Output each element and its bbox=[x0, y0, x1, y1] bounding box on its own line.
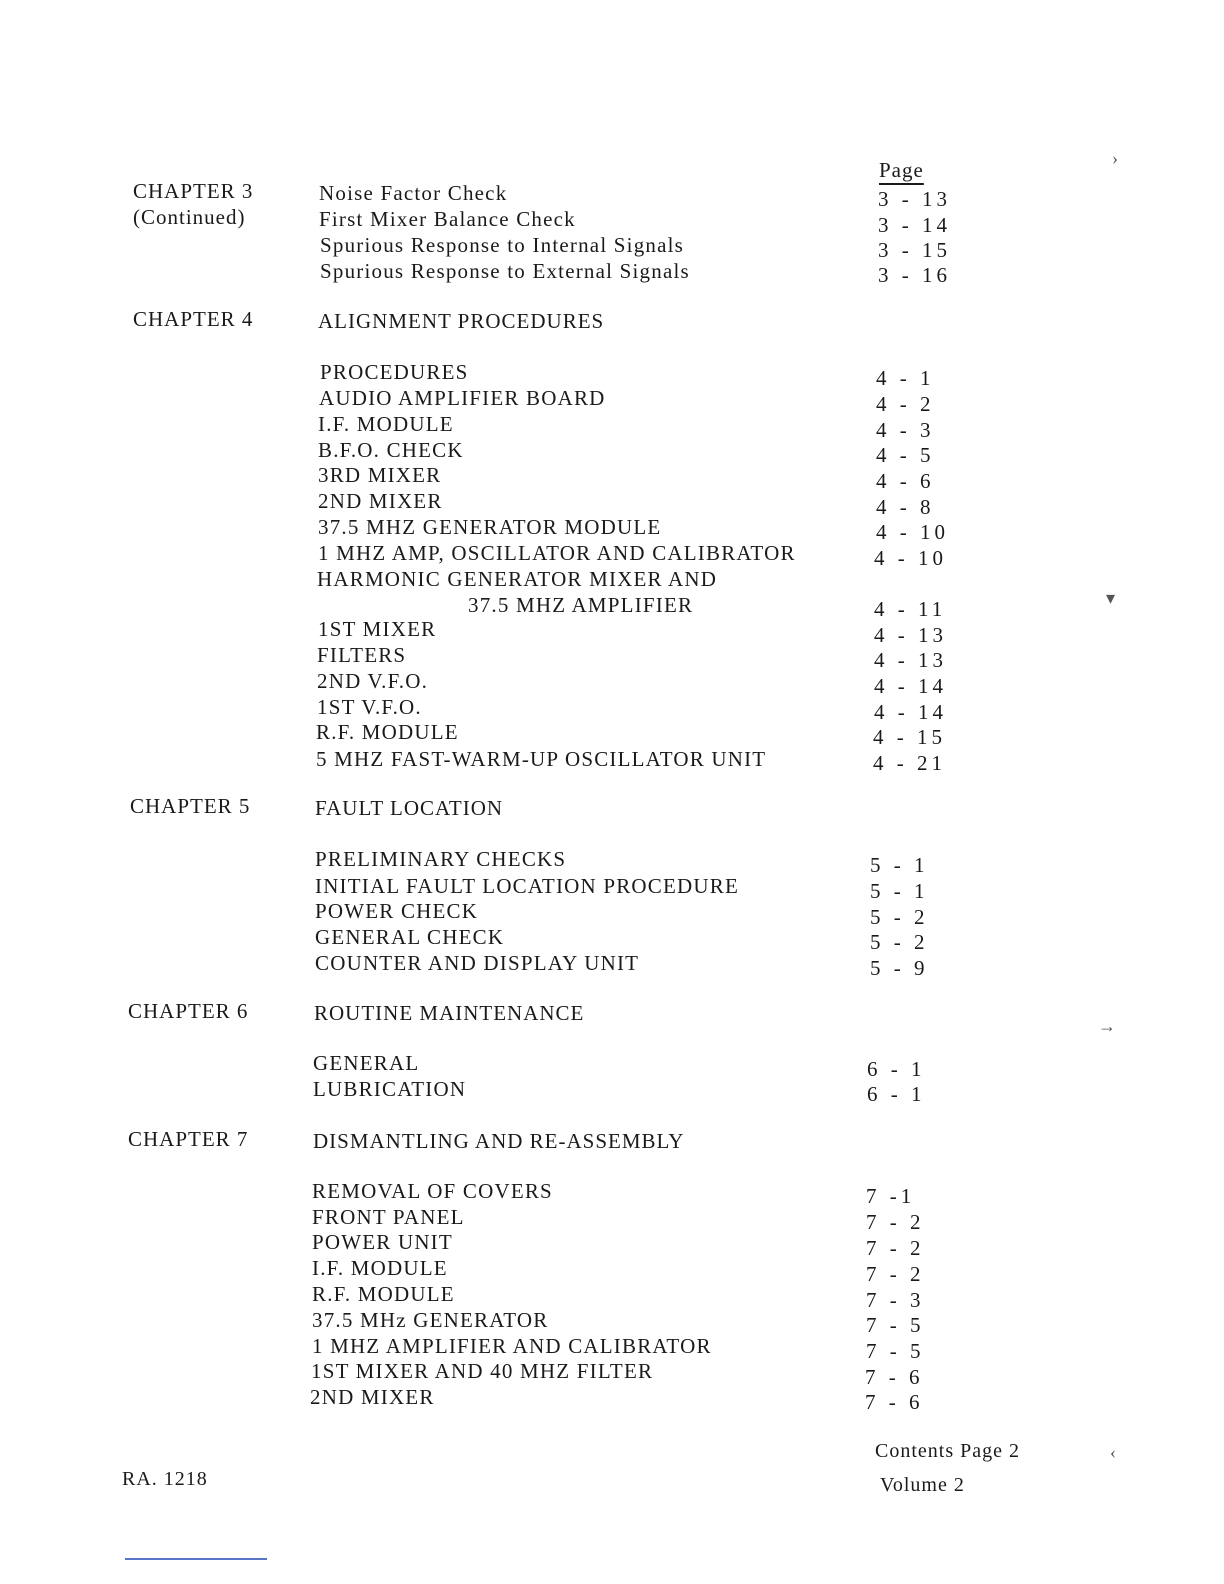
toc-page-number: 7 - 2 bbox=[866, 1210, 925, 1234]
toc-page-number: 7 - 2 bbox=[866, 1236, 925, 1260]
toc-entry: 2ND MIXER bbox=[318, 489, 443, 513]
toc-page-number: 4 - 10 bbox=[874, 546, 947, 570]
toc-page-number: 3 - 14 bbox=[878, 213, 951, 237]
scan-mark-icon: → bbox=[1098, 1016, 1116, 1036]
bottom-rule bbox=[125, 1558, 267, 1560]
toc-entry: 37.5 MHz GENERATOR bbox=[312, 1308, 549, 1332]
toc-entry: LUBRICATION bbox=[313, 1077, 467, 1101]
toc-entry: 1ST MIXER AND 40 MHZ FILTER bbox=[311, 1359, 654, 1383]
toc-entry: GENERAL bbox=[313, 1051, 420, 1075]
toc-page-number: 4 - 2 bbox=[876, 392, 935, 416]
toc-entry: 5 MHZ FAST-WARM-UP OSCILLATOR UNIT bbox=[316, 747, 767, 771]
toc-entry: AUDIO AMPLIFIER BOARD bbox=[319, 386, 606, 410]
toc-entry: R.F. MODULE bbox=[316, 720, 459, 744]
toc-entry: POWER CHECK bbox=[315, 899, 479, 923]
toc-entry: I.F. MODULE bbox=[318, 412, 454, 436]
toc-page-number: 3 - 15 bbox=[878, 238, 951, 262]
scan-mark-icon: ‹ bbox=[1110, 1442, 1116, 1462]
toc-entry: I.F. MODULE bbox=[312, 1256, 448, 1280]
toc-page-number: 3 - 16 bbox=[878, 263, 951, 287]
toc-entry: 37.5 MHZ GENERATOR MODULE bbox=[318, 515, 662, 539]
toc-page-number: 4 - 13 bbox=[874, 648, 947, 672]
toc-page-number: 4 - 14 bbox=[874, 700, 947, 724]
toc-page-number: 5 - 1 bbox=[870, 853, 929, 877]
chapter-label: CHAPTER 5 bbox=[130, 794, 251, 818]
toc-page-number: 5 - 9 bbox=[870, 956, 929, 980]
toc-page-number: 3 - 13 bbox=[878, 187, 951, 211]
toc-page-number: 7 - 5 bbox=[866, 1313, 925, 1337]
toc-page-number: 4 - 3 bbox=[876, 418, 935, 442]
toc-entry: PROCEDURES bbox=[320, 360, 469, 384]
toc-page-number: 5 - 2 bbox=[870, 905, 929, 929]
chapter-sublabel: (Continued) bbox=[133, 205, 246, 229]
volume-label: Volume 2 bbox=[880, 1474, 965, 1496]
chapter-title: ROUTINE MAINTENANCE bbox=[314, 1001, 585, 1025]
toc-page-number: 7 - 5 bbox=[866, 1339, 925, 1363]
toc-page-number: 4 - 1 bbox=[876, 366, 935, 390]
toc-entry: Spurious Response to Internal Signals bbox=[320, 233, 685, 257]
scan-mark-icon: ▾ bbox=[1106, 588, 1116, 608]
toc-entry: Spurious Response to External Signals bbox=[320, 259, 690, 283]
toc-page-number: 6 - 1 bbox=[867, 1082, 926, 1106]
chapter-title: FAULT LOCATION bbox=[315, 796, 504, 820]
toc-page-number: 7 - 6 bbox=[865, 1390, 924, 1414]
chapter-label: CHAPTER 6 bbox=[128, 999, 249, 1023]
document-id: RA. 1218 bbox=[122, 1468, 208, 1490]
scan-mark-icon: › bbox=[1112, 148, 1118, 168]
toc-page-number: 4 - 10 bbox=[876, 520, 949, 544]
toc-page-number: 7 - 3 bbox=[866, 1288, 925, 1312]
toc-entry: REMOVAL OF COVERS bbox=[312, 1179, 553, 1203]
toc-entry: R.F. MODULE bbox=[312, 1282, 455, 1306]
toc-entry: FILTERS bbox=[317, 643, 407, 667]
chapter-title: DISMANTLING AND RE-ASSEMBLY bbox=[313, 1129, 685, 1153]
toc-entry: 1ST MIXER bbox=[318, 617, 437, 641]
toc-page-number: 7 -1 bbox=[866, 1184, 916, 1208]
toc-entry: FRONT PANEL bbox=[312, 1205, 465, 1229]
chapter-label: CHAPTER 3 bbox=[133, 179, 254, 203]
toc-page-number: 4 - 15 bbox=[873, 725, 946, 749]
toc-entry: Noise Factor Check bbox=[319, 181, 508, 205]
chapter-label: CHAPTER 7 bbox=[128, 1127, 249, 1151]
chapter-title: ALIGNMENT PROCEDURES bbox=[318, 309, 605, 333]
toc-entry: COUNTER AND DISPLAY UNIT bbox=[315, 951, 640, 975]
page-column-heading: Page bbox=[879, 158, 924, 182]
toc-page-number: 4 - 13 bbox=[874, 623, 947, 647]
toc-page-number: 5 - 2 bbox=[870, 930, 929, 954]
toc-page-number: 4 - 6 bbox=[876, 469, 935, 493]
toc-entry: 1ST V.F.O. bbox=[317, 695, 422, 719]
toc-page-number: 6 - 1 bbox=[867, 1057, 926, 1081]
toc-page-number: 4 - 8 bbox=[876, 495, 935, 519]
toc-entry: 1 MHZ AMP, OSCILLATOR AND CALIBRATOR bbox=[318, 541, 796, 565]
toc-entry: GENERAL CHECK bbox=[315, 925, 505, 949]
toc-page-number: 4 - 5 bbox=[876, 443, 935, 467]
toc-entry: 2ND MIXER bbox=[310, 1385, 435, 1409]
toc-page-number: 7 - 2 bbox=[866, 1262, 925, 1286]
toc-entry: First Mixer Balance Check bbox=[319, 207, 576, 231]
contents-page-label: Contents Page 2 bbox=[875, 1440, 1020, 1462]
toc-entry: B.F.O. CHECK bbox=[318, 438, 464, 462]
toc-entry: 2ND V.F.O. bbox=[317, 669, 429, 693]
toc-page-number: 4 - 21 bbox=[873, 751, 946, 775]
toc-page-number: 5 - 1 bbox=[870, 879, 929, 903]
toc-entry: 3RD MIXER bbox=[318, 463, 442, 487]
toc-page-number: 4 - 14 bbox=[874, 674, 947, 698]
toc-entry: 37.5 MHZ AMPLIFIER bbox=[468, 593, 694, 617]
toc-entry: POWER UNIT bbox=[312, 1230, 453, 1254]
toc-page-number: 7 - 6 bbox=[865, 1365, 924, 1389]
toc-entry: 1 MHZ AMPLIFIER AND CALIBRATOR bbox=[312, 1334, 712, 1358]
toc-entry: INITIAL FAULT LOCATION PROCEDURE bbox=[315, 874, 739, 898]
toc-entry: PRELIMINARY CHECKS bbox=[315, 847, 567, 871]
toc-entry: HARMONIC GENERATOR MIXER AND bbox=[317, 567, 718, 591]
chapter-label: CHAPTER 4 bbox=[133, 307, 254, 331]
toc-page-number: 4 - 11 bbox=[874, 597, 947, 621]
